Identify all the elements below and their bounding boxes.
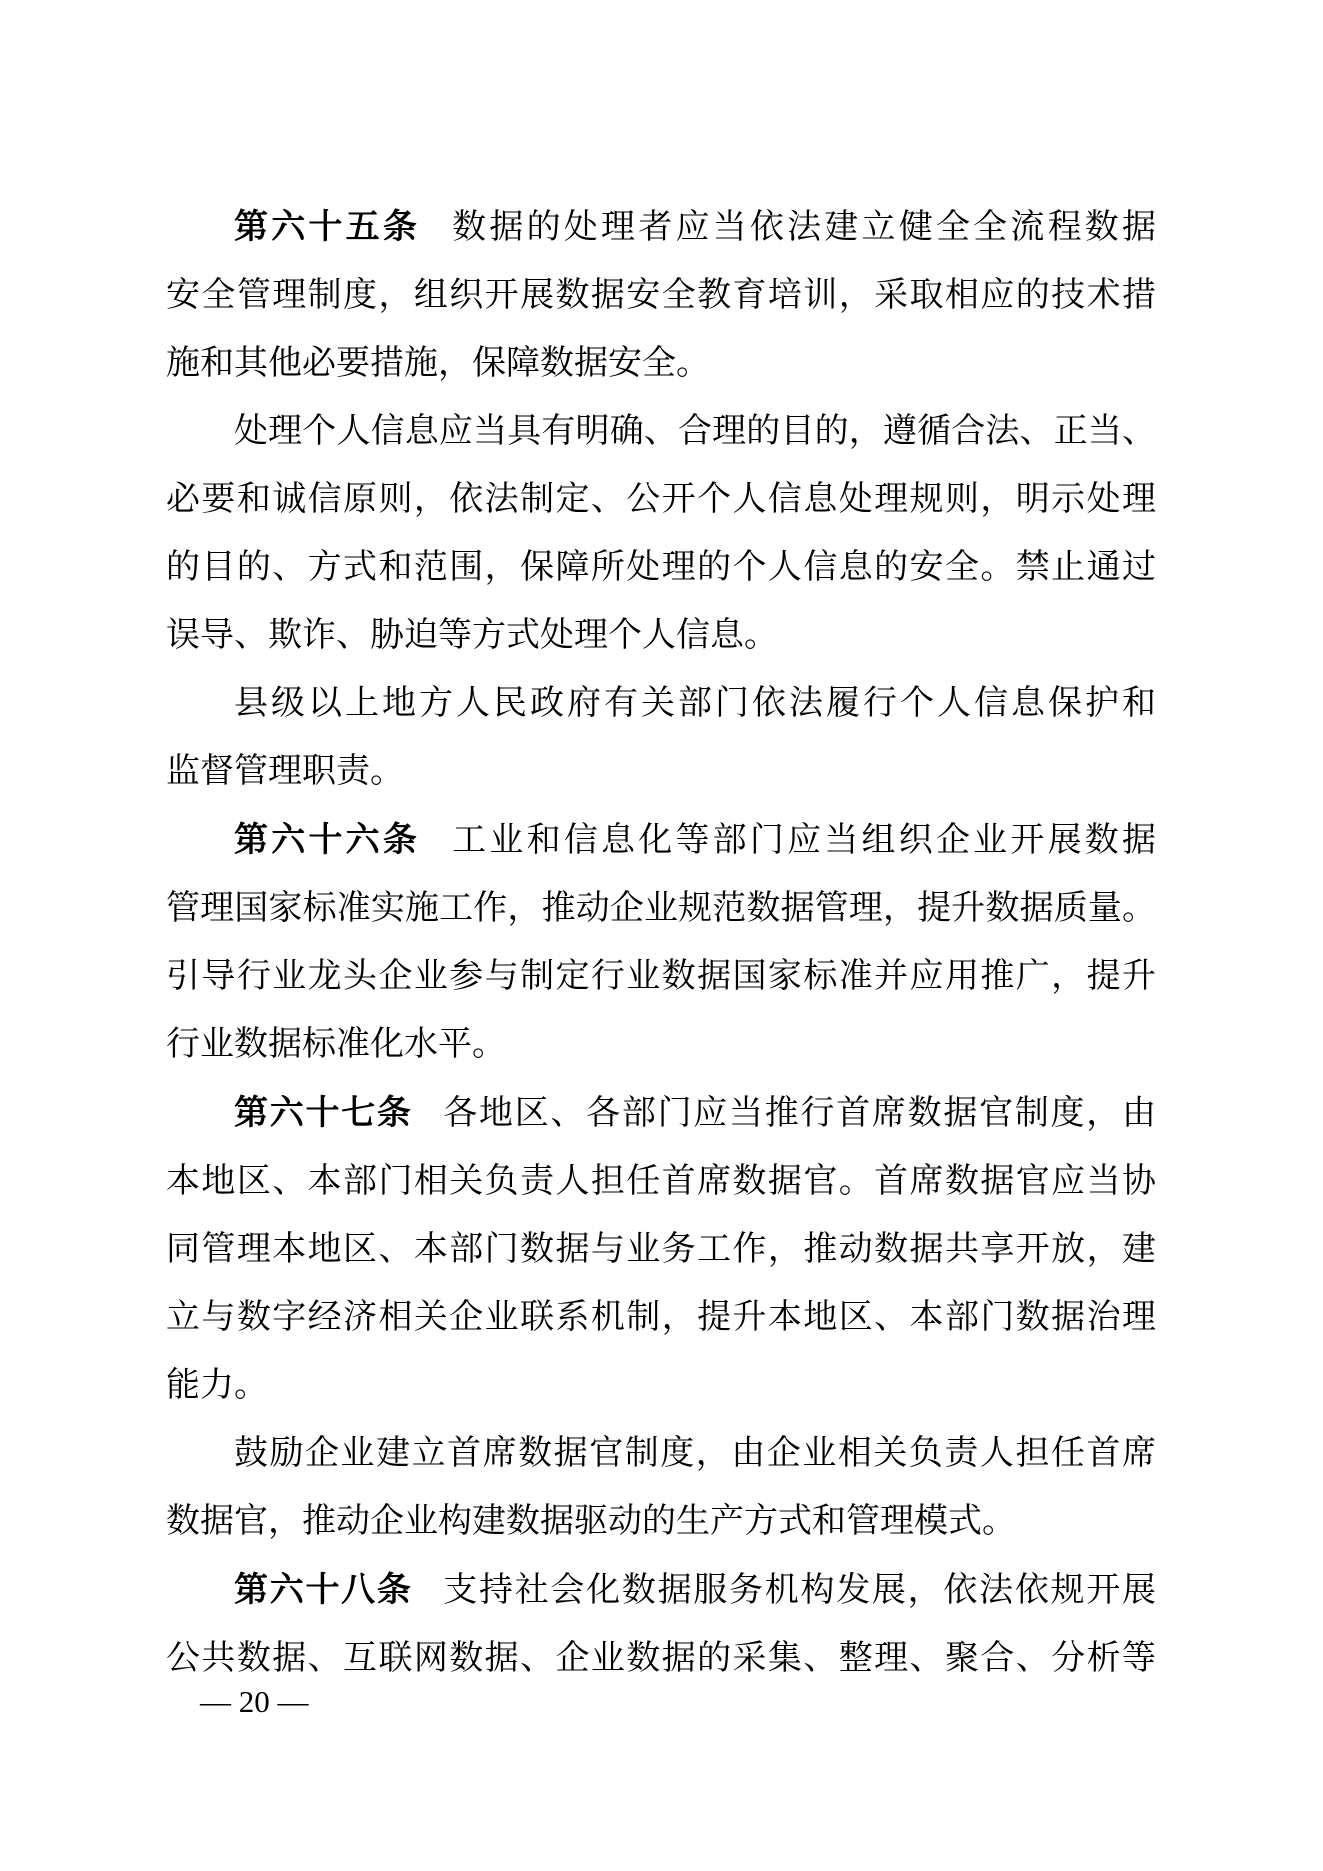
- text-line: [166, 1556, 1156, 1625]
- text-line: [166, 1284, 1156, 1352]
- text-line: [166, 943, 1156, 1011]
- text-line-content: 工业和信息化等部门应当组织企业开展数据: [448, 822, 1157, 859]
- text-line-content: 施和其他必要措施，保障数据安全。: [166, 345, 710, 382]
- page-number: [200, 1682, 309, 1722]
- text-line-content: 误导、欺诈、胁迫等方式处理个人信息。: [166, 617, 778, 654]
- article-number-heading: 第六十七条: [234, 1094, 413, 1132]
- page-number-text: — 20 —: [200, 1684, 309, 1719]
- text-line: [166, 1420, 1156, 1488]
- text-line-content: 各地区、各部门应当推行首席数据官制度，由: [441, 1095, 1157, 1132]
- text-line: [166, 262, 1156, 330]
- text-line-content: 县级以上地方人民政府有关部门依法履行个人信息保护和: [234, 685, 1156, 722]
- text-line-content: 行业数据标准化水平。: [166, 1026, 506, 1063]
- text-line: [166, 466, 1156, 534]
- text-line-content: 数据的处理者应当依法建立健全全流程数据: [448, 209, 1157, 246]
- text-line-content: 公共数据、互联网数据、企业数据的采集、整理、聚合、分析等: [166, 1640, 1156, 1677]
- text-line-content: 的目的、方式和范围，保障所处理的个人信息的安全。禁止通过: [166, 549, 1156, 586]
- text-line-content: 引导行业龙头企业参与制定行业数据国家标准并应用推广，提升: [166, 958, 1156, 995]
- text-line: [166, 1216, 1156, 1284]
- text-line: [166, 1488, 1156, 1556]
- text-line-content: 本地区、本部门相关负责人担任首席数据官。首席数据官应当协: [166, 1163, 1156, 1200]
- text-line: [166, 398, 1156, 466]
- text-line-content: 处理个人信息应当具有明确、合理的目的，遵循合法、正当、: [234, 413, 1156, 450]
- text-line-content: 监督管理职责。: [166, 753, 404, 790]
- text-line: [166, 1148, 1156, 1216]
- text-line-content: 鼓励企业建立首席数据官制度，由企业相关负责人担任首席: [234, 1435, 1156, 1472]
- document-body: [166, 193, 1156, 1693]
- text-line: [166, 1352, 1156, 1420]
- text-line: [166, 193, 1156, 262]
- text-line-content: 管理国家标准实施工作，推动企业规范数据管理，提升数据质量。: [166, 890, 1156, 927]
- text-line-content: 能力。: [166, 1367, 268, 1404]
- text-line-content: 同管理本地区、本部门数据与业务工作，推动数据共享开放，建: [166, 1231, 1156, 1268]
- text-line: [166, 534, 1156, 602]
- text-line: [166, 330, 1156, 398]
- text-line-content: 数据官，推动企业构建数据驱动的生产方式和管理模式。: [166, 1503, 1016, 1540]
- text-line: [166, 1625, 1156, 1693]
- article-number-heading: 第六十五条: [234, 208, 421, 246]
- text-line: [166, 1011, 1156, 1079]
- text-line: [166, 875, 1156, 943]
- article-number-heading: 第六十六条: [234, 821, 421, 859]
- text-line-content: 立与数字经济相关企业联系机制，提升本地区、本部门数据治理: [166, 1299, 1156, 1336]
- text-line: [166, 1079, 1156, 1148]
- text-line: [166, 602, 1156, 670]
- text-line-content: 支持社会化数据服务机构发展，依法依规开展: [441, 1572, 1157, 1609]
- text-line-content: 必要和诚信原则，依法制定、公开个人信息处理规则，明示处理: [166, 481, 1156, 518]
- text-line: [166, 670, 1156, 738]
- text-line: [166, 806, 1156, 875]
- article-number-heading: 第六十八条: [234, 1571, 413, 1609]
- text-line-content: 安全管理制度，组织开展数据安全教育培训，采取相应的技术措: [166, 277, 1156, 314]
- text-line: [166, 738, 1156, 806]
